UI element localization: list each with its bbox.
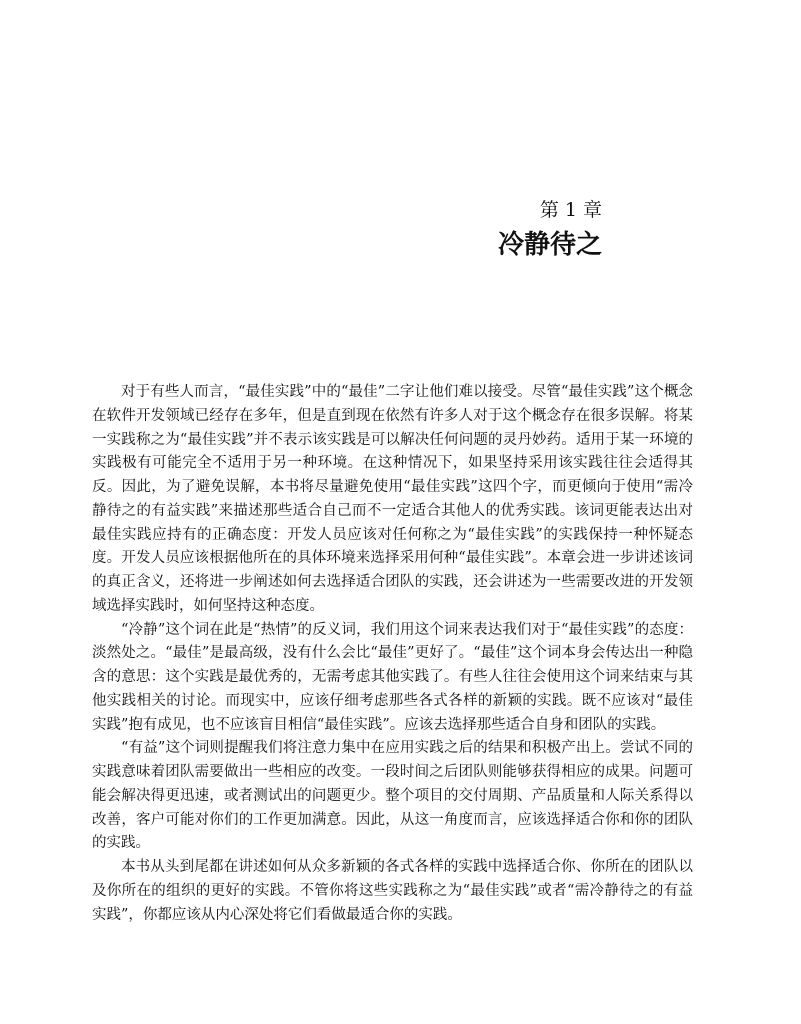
paragraph: 对于有些人而言，“最佳实践”中的“最佳”二字让他们难以接受。尽管“最佳实践”这个概念在软件开发领域已经存在多年，但是直到现在依然有许多人对于这个概念存在很多误解。将某一实践称之为“最佳实践”并不表示该实践是可以解决任何问题的灵丹妙药。适用于某一环境的实践极有可能完全不适用于另一种环境。在这种情况下，如果坚持采用该实践往往会适得其反。因此，为了避免误解，本书将尽量避免使用“最佳实践”这四个字，而更倾向于使用“需冷静待之的有益实践”来描述那些适合自己而不一定适合其他人的优秀实践。该词更能表达出对最佳实践应持有的正确态度：开发人员应该对任何称之为“最佳实践”的实践保持一种怀疑态度。开发人员应该根据他所在的具体环境来选择采用何种“最佳实践”。本章会进一步讲述该词的真正含义，还将进一步阐述如何去选择适合团队的实践，还会讲述为一些需要改进的开发领域选择实践时，如何坚持这种态度。 [92, 384, 693, 614]
chapter-body [92, 381, 693, 927]
chapter-title: 冷静待之 [497, 230, 602, 260]
paragraph: 本书从头到尾都在讲述如何从众多新颖的各式各样的实践中选择适合你、你所在的团队以及你所在的组织的更好的实践。不管你将这些实践称之为“最佳实践”或者“需冷静待之的有益实践”，你都应该从内心深处将它们看做最适合你的实践。 [92, 859, 693, 923]
chapter-number: 第 1 章 [539, 199, 602, 221]
paragraph: “有益”这个词则提醒我们将注意力集中在应用实践之后的结果和积极产出上。尝试不同的实践意味着团队需要做出一些相应的改变。一段时间之后团队则能够获得相应的成果。问题可能会解决得更迅速，或者测试出的问题更少。整个项目的交付周期、产品质量和人际关系得以改善，客户可能对你们的工作更加满意。因此，从这一角度而言，应该选择适合你和你的团队的实践。 [92, 740, 693, 852]
paragraph: “冷静”这个词在此是“热情”的反义词，我们用这个词来表达我们对于“最佳实践”的态度：淡然处之。“最佳”是最高级，没有什么会比“最佳”更好了。“最佳”这个词本身会传达出一种隐含的意思：这个实践是最优秀的，无需考虑其他实践了。有些人往往会使用这个词来结束与其他实践相关的讨论。而现实中，应该仔细考虑那些各式各样的新颖的实践。既不应该对“最佳实践”抱有成见，也不应该盲目相信“最佳实践”。应该去选择那些适合自身和团队的实践。 [92, 621, 693, 733]
